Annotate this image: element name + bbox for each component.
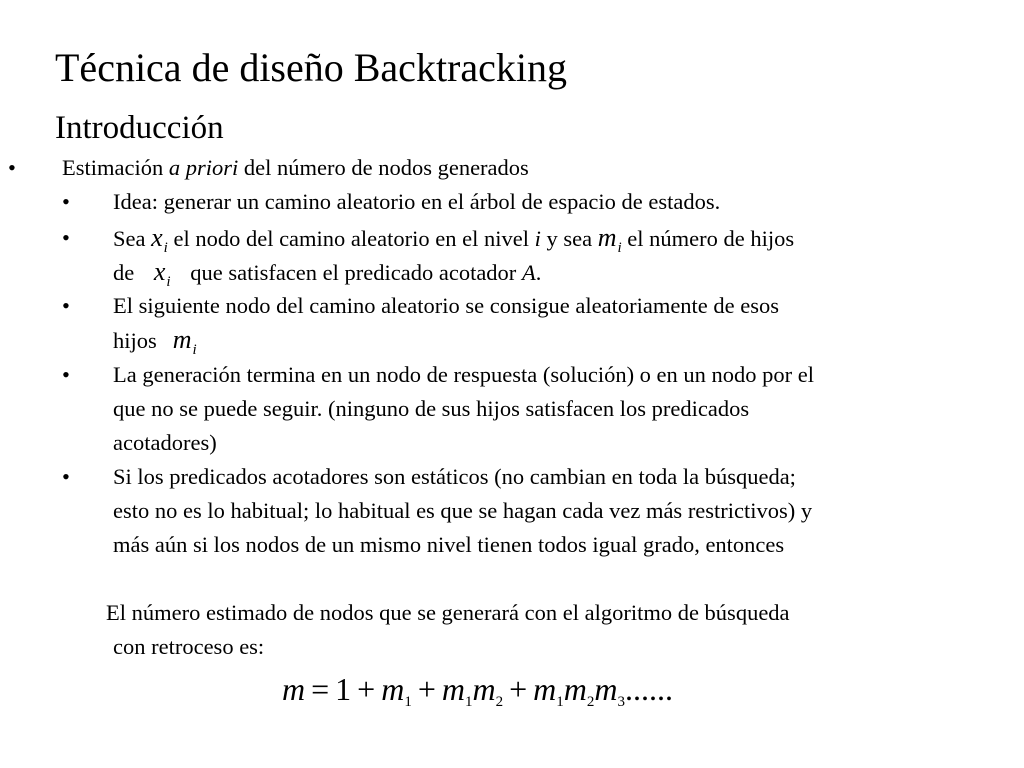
text: . xyxy=(535,260,542,285)
formula-m: m xyxy=(441,671,465,707)
text-italic: a priori xyxy=(168,155,239,180)
bullet-si-line1: Si los predicados acotadores son estáticos (no cambian en toda la búsqueda; xyxy=(113,464,796,489)
text: Estimación xyxy=(62,155,169,180)
formula-dots: ...... xyxy=(624,671,673,707)
math-m: m xyxy=(597,223,617,252)
math-x: x xyxy=(153,257,166,286)
formula-subscript: 3 xyxy=(617,694,625,710)
bullet-generacion-line2: que no se puede seguir. (ninguno de sus hijos satisfacen los predicados xyxy=(113,396,750,421)
math-subscript-i: i xyxy=(163,240,168,256)
bullet-marker: • xyxy=(62,189,70,214)
bullet-estimacion xyxy=(62,152,529,184)
text: de xyxy=(113,260,140,285)
formula-m: m xyxy=(533,671,557,707)
bullet-si-line3: más aún si los nodos de un mismo nivel tienen todos igual grado, entonces xyxy=(113,532,785,557)
math-A: A xyxy=(521,260,536,285)
math-i: i xyxy=(534,226,541,251)
text: el número de hijos xyxy=(621,226,795,251)
text: el nodo del camino aleatorio en el nivel xyxy=(167,226,535,251)
math-x: x xyxy=(151,223,163,252)
formula-plus: + xyxy=(357,671,376,707)
text: y sea xyxy=(540,226,598,251)
formula-subscript: 1 xyxy=(464,694,473,710)
bullet-sea-line1 xyxy=(113,222,794,258)
formula-m: m xyxy=(282,671,306,707)
formula-m: m xyxy=(381,671,405,707)
formula-m: m xyxy=(563,671,587,707)
bullet-generacion-line3: acotadores) xyxy=(113,430,217,455)
formula xyxy=(282,669,673,716)
conclusion-line1: El número estimado de nodos que se generará con el algoritmo de búsqueda xyxy=(106,600,790,625)
bullet-generacion-line1: La generación termina en un nodo de respuesta (solución) o en un nodo por el xyxy=(113,362,815,387)
bullet-sea-line2 xyxy=(113,256,541,292)
formula-subscript: 2 xyxy=(586,694,595,710)
formula-plus: + xyxy=(509,671,528,707)
bullet-marker: • xyxy=(62,464,70,489)
formula-m: m xyxy=(594,671,618,707)
math-subscript-i: i xyxy=(617,240,622,256)
bullet-marker: • xyxy=(8,155,16,180)
bullet-marker: • xyxy=(62,362,70,387)
formula-plus: + xyxy=(417,671,436,707)
math-subscript-i: i xyxy=(166,274,171,290)
bullet-siguiente-line1: El siguiente nodo del camino aleatorio se consigue aleatoriamente de esos xyxy=(113,293,780,318)
formula-subscript: 1 xyxy=(404,694,412,710)
text: del número de nodos generados xyxy=(238,155,529,180)
formula-equals: = xyxy=(311,671,330,707)
formula-m: m xyxy=(472,671,496,707)
bullet-idea: Idea: generar un camino aleatorio en el árbol de espacio de estados. xyxy=(113,189,721,214)
text: Sea xyxy=(113,226,152,251)
formula-subscript: 1 xyxy=(556,694,564,710)
slide-title: Técnica de diseño Backtracking xyxy=(55,45,567,90)
formula-one: 1 xyxy=(335,671,352,707)
slide-subtitle: Introducción xyxy=(55,110,224,146)
math-subscript-i: i xyxy=(192,342,197,358)
bullet-marker: • xyxy=(62,293,70,318)
bullet-siguiente-line2 xyxy=(113,324,197,360)
conclusion-line2: con retroceso es: xyxy=(113,634,265,659)
bullet-marker: • xyxy=(62,225,70,250)
formula-subscript: 2 xyxy=(495,694,504,710)
text: hijos xyxy=(113,328,157,353)
math-m: m xyxy=(172,325,192,354)
text: que satisfacen el predicado acotador xyxy=(184,260,522,285)
bullet-si-line2: esto no es lo habitual; lo habitual es que se hagan cada vez más restrictivos) y xyxy=(113,498,813,523)
